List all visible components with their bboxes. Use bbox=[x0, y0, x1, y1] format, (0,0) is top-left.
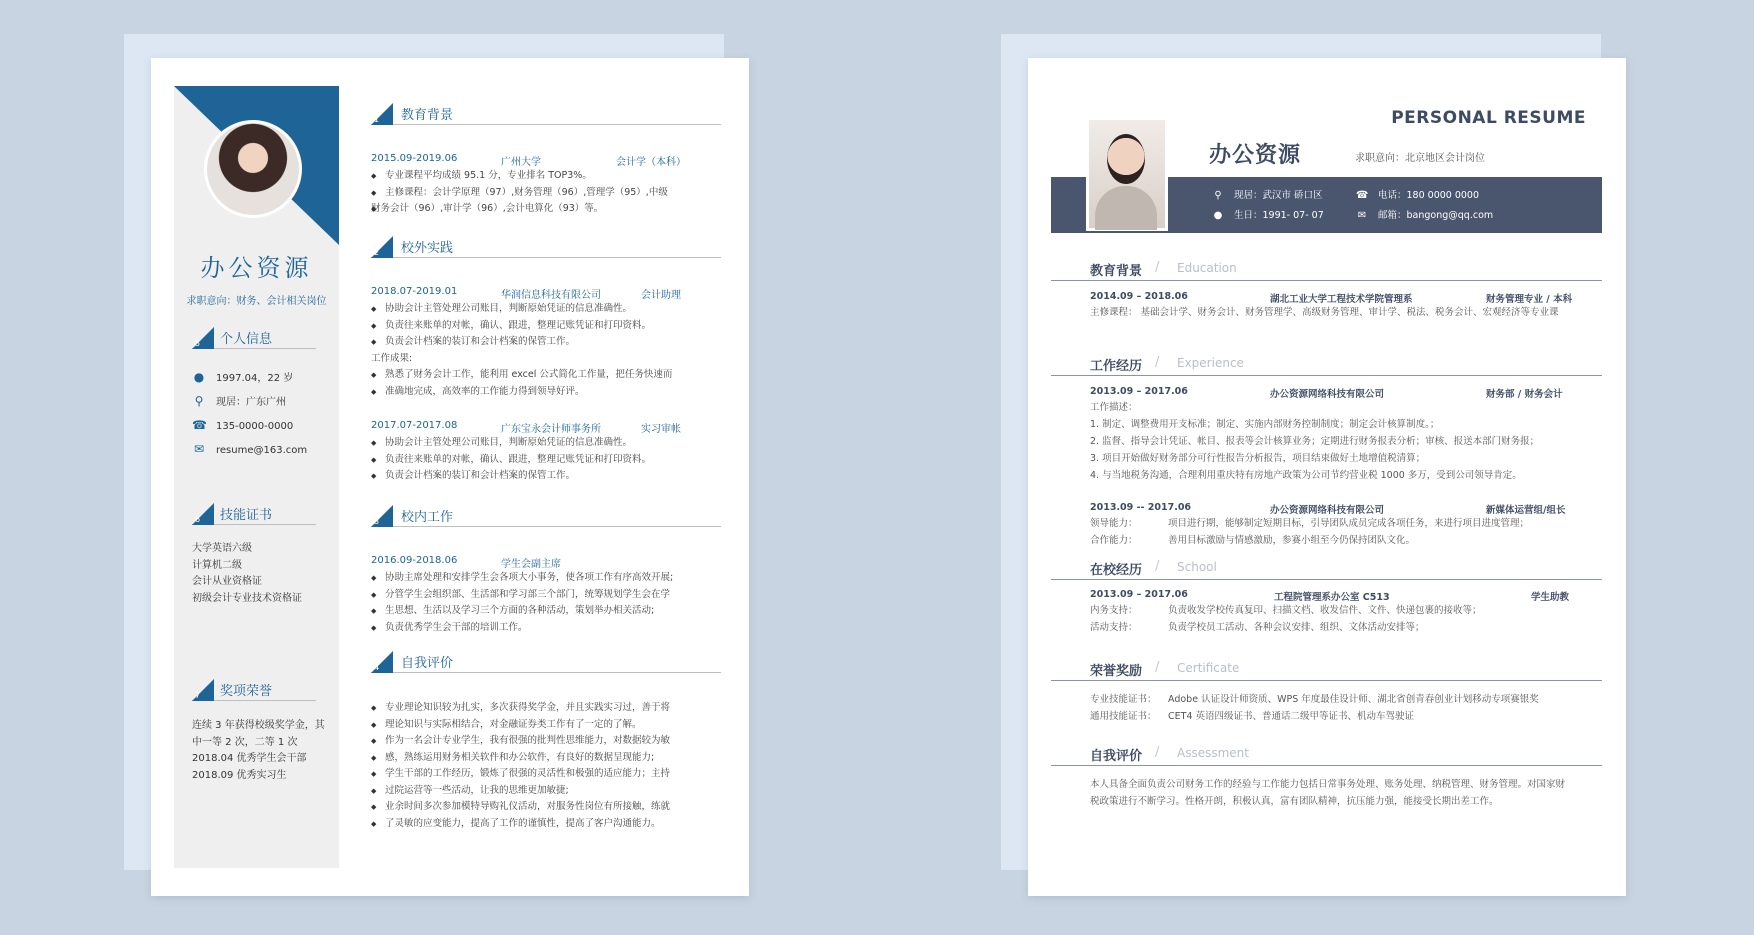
section-title: 技能证书 bbox=[220, 508, 273, 523]
section-title: 奖项荣誉 bbox=[220, 684, 273, 699]
list-item: ◆ 作为一名会计专业学生，我有很强的批判性思维能力，对数据较为敏 bbox=[371, 733, 683, 750]
list-item: ◆ 负责会计档案的装订和会计档案的保管工作。 bbox=[371, 334, 683, 351]
section-head-certs: 6 技能证书 bbox=[192, 502, 316, 525]
list-item: 2018.09 优秀实习生 bbox=[192, 769, 287, 781]
section-head-school: 在校经历 / School bbox=[1051, 557, 1602, 580]
list-item: ◆ 业余时间多次参加模特导购礼仪活动，对服务性岗位有所接触，练就 bbox=[371, 799, 683, 816]
section-head-work: 工作经历 / Experience bbox=[1051, 353, 1602, 376]
section-head-awards: 7 奖项荣誉 bbox=[192, 678, 316, 701]
education-meta: 2015.09-2019.06 广州大学 会计学（本科） bbox=[371, 153, 686, 168]
candidate-name: 办公资源 bbox=[1209, 143, 1302, 168]
section-title: 个人信息 bbox=[220, 332, 273, 347]
section-head-honor: 荣誉奖励 / Certificate bbox=[1051, 658, 1602, 681]
list-item: 2. 监督、指导会计凭证、帐目、报表等会计核算业务；定期进行财务报表分析；审核、报送本部门财务报； bbox=[1090, 436, 1540, 447]
contact-birth: ● 生日：1991- 07- 07 bbox=[1213, 210, 1324, 221]
info-phone: ☎ 135-0000-0000 bbox=[192, 418, 294, 432]
list-item: ◆ 专业理论知识较为扎实，多次获得奖学金，并且实践实习过，善于将 bbox=[371, 700, 683, 717]
list-item: 会计从业资格证 bbox=[192, 576, 262, 587]
mail-icon: ✉ bbox=[1357, 210, 1367, 221]
contact-email: ✉ 邮箱：bangong@qq.com bbox=[1357, 210, 1494, 221]
list-item: 初级会计专业技术资格证 bbox=[192, 592, 302, 604]
contact-phone: ☎ 电话：180 0000 0000 bbox=[1356, 190, 1480, 201]
list-item: ◆ 生思想、生活以及学习三个方面的各种活动，策划举办相关活动; bbox=[371, 603, 683, 620]
list-item: ◆ 负责优秀学生会干部的培训工作。 bbox=[371, 620, 683, 637]
avatar bbox=[204, 120, 302, 218]
list-item: ◆ 协助会计主管处理公司账目，判断原始凭证的信息准确性。 bbox=[371, 435, 683, 452]
list-item: ◆ 理论知识与实际相结合，对金融证券类工作有了一定的了解。 bbox=[371, 717, 683, 734]
section-title: 校内工作 bbox=[401, 510, 454, 525]
list-item: 计算机二级 bbox=[192, 559, 242, 571]
contact-location: ⚲ 现居：武汉市 硚口区 bbox=[1212, 187, 1323, 201]
school-duties: 内务支持： 负责收发学校传真复印、扫描文档、收发信件、文件、快递包裹的接收等； 活动支持： 负责学校员工活动、各种会议安排、组织、文体活动安排等； bbox=[1090, 605, 1482, 633]
list-item: 大学英语六级 bbox=[192, 543, 252, 554]
job-intent: 求职意向：北京地区会计岗位 bbox=[1355, 153, 1485, 164]
list-item: ◆ 了灵敏的应变能力，提高了工作的谨慎性，提高了客户沟通能力。 bbox=[371, 816, 683, 833]
section-head-practice: 2 校外实践 bbox=[371, 235, 721, 258]
avatar bbox=[1086, 117, 1168, 231]
list-item: 1. 制定、调整费用开支标准；制定、实施内部财务控制制度；制定会计核算制度。； bbox=[1090, 419, 1440, 430]
cert-list bbox=[192, 541, 327, 607]
result-label: 工作成果: bbox=[371, 352, 413, 364]
list-item: ◆ 负责往来账单的对帐，确认、跟进，整理记账凭证和打印资料。 bbox=[371, 452, 683, 469]
list-item: 3. 项目开始做好财务部分可行性报告分析报告，项目结束做好土地增值税清算； bbox=[1090, 453, 1426, 464]
education-list bbox=[371, 168, 683, 218]
section-head-self: 自我评价 / Assessment bbox=[1051, 743, 1602, 766]
list-item: 连续 3 年获得校级奖学金，其 bbox=[192, 720, 325, 731]
candidate-name: 办公资源 bbox=[200, 254, 313, 282]
list-item: ◆ 财务会计（96）,审计学（96）,会计电算化（93）等。 bbox=[371, 201, 683, 218]
list-item: ◆ 负责会计档案的装订和会计档案的保管工作。 bbox=[371, 468, 683, 485]
section-head-self: 4 自我评价 bbox=[371, 650, 721, 673]
work-abilities: 领导能力： 项目进行期，能够制定短期目标，引导团队成员完成各项任务，来进行项目进度管理； 合作能力： 善用目标激励与情感激励，参赛小组至今仍保持团队文化。 bbox=[1090, 518, 1530, 546]
list-item: 2018.04 优秀学生会干部 bbox=[192, 753, 307, 764]
honor-list: 专业技能证书： Adobe 认证设计师资质、WPS 年度最佳设计师、湖北省创青春创业计划移动专项赛银奖 通用技能证书： CET4 英语四级证书、普通话二级甲等证书、机动车驾驶证 bbox=[1090, 694, 1539, 722]
section-head-personal: 5 个人信息 bbox=[192, 326, 316, 349]
phone-icon: ☎ bbox=[1356, 190, 1369, 201]
resume-title: PERSONAL RESUME bbox=[1391, 108, 1586, 128]
list-item: ◆ 主修课程：会计学原理（97）,财务管理（96）,管理学（95）,中级 bbox=[371, 185, 683, 202]
education-row: 2014.09 – 2018.06 湖北工业大学工程技术学院管理系 财务管理专业 / 本科 bbox=[1090, 291, 1573, 305]
practice2-meta: 2017.07-2017.08 广东宝永会计师事务所 实习审帐 bbox=[371, 420, 681, 435]
education-courses: 主修课程： 基础会计学、财务会计、财务管理学、高级财务管理、审计学、税法、税务会计、宏观经济等专业课 bbox=[1090, 307, 1559, 318]
list-item: ◆ 分管学生会组织部、生活部和学习部三个部门，统筹规划学生会在学 bbox=[371, 587, 683, 604]
award-list bbox=[192, 718, 327, 784]
section-head-education: 1 教育背景 bbox=[371, 102, 721, 125]
info-location: ⚲ 现居：广东广州 bbox=[192, 393, 286, 409]
self-list bbox=[371, 700, 683, 832]
work-row-1: 2013.09 – 2017.06 办公资源网络科技有限公司 财务部 / 财务会计 bbox=[1090, 386, 1563, 400]
list-item: ◆ 负责往来账单的对帐，确认、跟进，整理记账凭证和打印资料。 bbox=[371, 318, 683, 335]
resume-sheet-right bbox=[1028, 58, 1626, 896]
work-row-2: 2013.09 -- 2017.06 办公资源网络科技有限公司 新媒体运营组/组长 bbox=[1090, 502, 1566, 516]
practice1-meta: 2018.07-2019.01 华润信息科技有限公司 会计助理 bbox=[371, 286, 681, 301]
section-title: 教育背景 bbox=[401, 108, 454, 123]
school-row: 2013.09 – 2017.06 工程院管理系办公室 C513 学生助教 bbox=[1090, 589, 1570, 603]
section-head-education: 教育背景 / Education bbox=[1051, 258, 1602, 281]
list-item: ◆ 过院运营等一些活动，让我的思维更加敏捷; bbox=[371, 783, 683, 800]
info-email: ✉ resume@163.com bbox=[193, 442, 308, 456]
practice2-list bbox=[371, 435, 683, 485]
practice1-list bbox=[371, 301, 683, 400]
list-item: 中一等 2 次，二等 1 次 bbox=[192, 736, 298, 748]
sidebar bbox=[174, 86, 339, 868]
list-item: ◆ 协助主席处理和安排学生会各项大小事务，使各项工作有序高效开展; bbox=[371, 570, 683, 587]
section-head-campus: 3 校内工作 bbox=[371, 504, 721, 527]
job-intent: 求职意向：财务、会计相关岗位 bbox=[186, 296, 327, 307]
location-icon: ⚲ bbox=[194, 394, 204, 408]
person-icon: ● bbox=[193, 370, 205, 384]
section-title: 自我评价 bbox=[401, 656, 454, 671]
list-item: ◆ 学生干部的工作经历，锻炼了很强的灵活性和极强的适应能力；主持 bbox=[371, 766, 683, 783]
campus-meta: 2016.09-2018.06 学生会副主席 bbox=[371, 555, 561, 570]
list-item: ◆ 专业课程平均成绩 95.1 分，专业排名 TOP3%。 bbox=[371, 168, 683, 185]
resume-sheet-left bbox=[151, 58, 749, 896]
person-icon: ● bbox=[1213, 210, 1223, 221]
work-desc: 工作描述： 1. 制定、调整费用开支标准；制定、实施内部财务控制制度；制定会计核算制度。； 2. 监督、指导会计凭证、帐目、报表等会计核算业务；定期进行财务报表分析；审核、报送本部门财务报； 3. 项目开始做好财务部分可行性报告分析报告，项目结束做好土地增值税清算； 4. 与当地税务沟通，合理利用重庆特有房地产政策为公司节约营业税 1000 多万，受到公司领导肯定。 bbox=[1090, 399, 1585, 484]
list-item: ◆ 准确地完成，高效率的工作能力得到领导好评。 bbox=[371, 384, 683, 401]
section-title: 校外实践 bbox=[401, 241, 454, 256]
self-assessment: 本人具备全面负责公司财务工作的经验与工作能力包括日常事务处理、账务处理、纳税管理、财务管理。对国家财 税政策进行不断学习。性格开朗，积极认真，富有团队精神，抗压能力强，能接受长期出差工作。 bbox=[1090, 779, 1566, 807]
list-item: ◆ 感，熟练运用财务相关软件和办公软件，有良好的数据呈现能力; bbox=[371, 750, 683, 767]
list-item: ◆ 熟悉了财务会计工作，能利用 excel 公式简化工作量，把任务快速而 bbox=[371, 367, 683, 384]
list-item: ◆ 协助会计主管处理公司账目，判断原始凭证的信息准确性。 bbox=[371, 301, 683, 318]
info-age: ● 1997.04，22 岁 bbox=[193, 370, 294, 384]
list-item: 4. 与当地税务沟通，合理利用重庆特有房地产政策为公司节约营业税 1000 多万，受到公司领导肯定。 bbox=[1090, 470, 1522, 481]
phone-icon: ☎ bbox=[192, 418, 207, 432]
campus-list bbox=[371, 570, 683, 636]
mail-icon: ✉ bbox=[193, 442, 205, 456]
location-icon: ⚲ bbox=[1214, 190, 1222, 201]
